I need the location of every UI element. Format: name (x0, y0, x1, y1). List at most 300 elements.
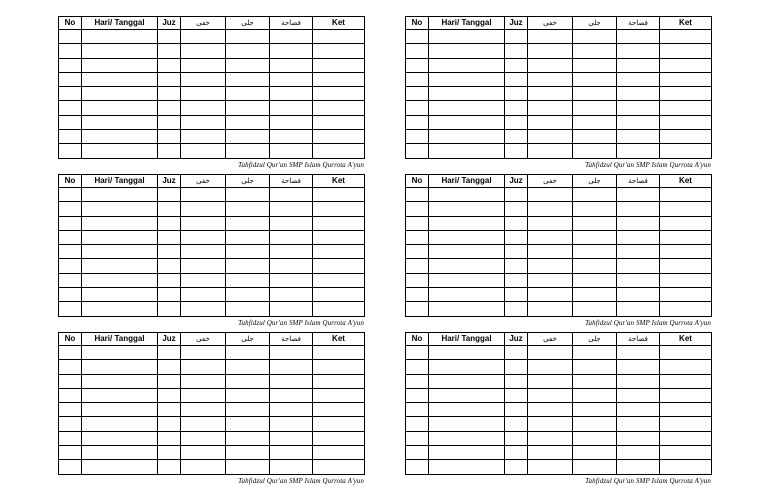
table-cell (181, 230, 226, 244)
table-cell (617, 87, 660, 101)
table-cell (226, 188, 270, 202)
table-row (59, 431, 365, 445)
table-cell (82, 72, 158, 86)
table-cell (59, 431, 82, 445)
table-cell (617, 130, 660, 144)
table-cell (505, 302, 528, 316)
col-no: No (406, 175, 429, 188)
table-cell (313, 374, 365, 388)
col-date: Hari/ Tanggal (82, 175, 158, 188)
table-cell (82, 87, 158, 101)
table-cell (528, 259, 573, 273)
table-cell (59, 302, 82, 316)
record-card (58, 332, 364, 486)
table-cell (59, 216, 82, 230)
table-cell (59, 130, 82, 144)
table-cell (313, 388, 365, 402)
table-cell (406, 87, 429, 101)
table-cell (313, 431, 365, 445)
table-cell (270, 216, 313, 230)
table-cell (617, 259, 660, 273)
table-cell (226, 302, 270, 316)
table-cell (82, 417, 158, 431)
table-cell (181, 259, 226, 273)
table-cell (406, 374, 429, 388)
col-date: Hari/ Tanggal (429, 333, 505, 346)
table-cell (270, 417, 313, 431)
table-cell (660, 130, 712, 144)
table-cell (429, 115, 505, 129)
table-cell (505, 144, 528, 158)
table-cell (429, 302, 505, 316)
table-cell (429, 403, 505, 417)
table-cell (505, 30, 528, 44)
table-cell (158, 44, 181, 58)
table-row (59, 388, 365, 402)
table-body (59, 30, 365, 159)
table-cell (82, 360, 158, 374)
table-cell (429, 202, 505, 216)
table-cell (59, 417, 82, 431)
table-row (406, 259, 712, 273)
record-card (405, 174, 711, 328)
table-row (59, 188, 365, 202)
table-cell (226, 259, 270, 273)
table-cell (226, 58, 270, 72)
table-cell (270, 230, 313, 244)
table-cell (406, 230, 429, 244)
table-cell (313, 245, 365, 259)
table-cell (59, 346, 82, 360)
table-cell (270, 273, 313, 287)
col-fashohah: فصاحة (617, 175, 660, 188)
table-cell (82, 288, 158, 302)
table-cell (660, 30, 712, 44)
table-cell (59, 288, 82, 302)
header-row (59, 175, 365, 188)
table-cell (82, 245, 158, 259)
table-cell (406, 360, 429, 374)
table-cell (181, 87, 226, 101)
table-cell (82, 202, 158, 216)
table-cell (59, 202, 82, 216)
col-date: Hari/ Tanggal (82, 333, 158, 346)
table-cell (158, 431, 181, 445)
col-no: No (59, 17, 82, 30)
col-juz: Juz (158, 175, 181, 188)
table-cell (573, 130, 617, 144)
table-cell (181, 302, 226, 316)
table-cell (660, 346, 712, 360)
col-khafi: خفى (181, 333, 226, 346)
table-cell (528, 460, 573, 474)
record-card (58, 16, 364, 170)
table-cell (270, 202, 313, 216)
table-caption: Tahfidzul Qur'an SMP Islam Qurrota A'yun (238, 476, 364, 485)
table-cell (660, 188, 712, 202)
table-cell (270, 446, 313, 460)
table-cell (59, 374, 82, 388)
table-cell (617, 144, 660, 158)
table-row (59, 144, 365, 158)
table-caption: Tahfidzul Qur'an SMP Islam Qurrota A'yun (585, 476, 711, 485)
table-cell (573, 245, 617, 259)
table-cell (573, 188, 617, 202)
table-cell (313, 273, 365, 287)
table-cell (573, 72, 617, 86)
table-cell (505, 58, 528, 72)
table-cell (406, 101, 429, 115)
table-cell (617, 230, 660, 244)
table-cell (429, 288, 505, 302)
record-table (405, 16, 712, 159)
table-row (406, 144, 712, 158)
table-cell (158, 460, 181, 474)
table-row (406, 388, 712, 402)
table-cell (505, 273, 528, 287)
table-body (406, 346, 712, 475)
col-fashohah: فصاحة (270, 333, 313, 346)
table-cell (528, 245, 573, 259)
col-juz: Juz (158, 333, 181, 346)
table-cell (505, 72, 528, 86)
table-cell (617, 202, 660, 216)
table-row (406, 216, 712, 230)
table-cell (313, 72, 365, 86)
table-cell (226, 202, 270, 216)
table-cell (573, 388, 617, 402)
table-cell (158, 230, 181, 244)
table-body (59, 188, 365, 317)
table-row (59, 302, 365, 316)
table-row (406, 87, 712, 101)
table-cell (528, 101, 573, 115)
table-cell (82, 346, 158, 360)
table-cell (505, 360, 528, 374)
table-cell (573, 216, 617, 230)
table-cell (181, 202, 226, 216)
table-row (59, 115, 365, 129)
table-cell (226, 403, 270, 417)
table-cell (59, 259, 82, 273)
table-cell (313, 188, 365, 202)
table-cell (181, 288, 226, 302)
col-ket: Ket (660, 333, 712, 346)
table-cell (660, 216, 712, 230)
table-cell (573, 259, 617, 273)
table-cell (660, 288, 712, 302)
table-cell (573, 202, 617, 216)
table-cell (158, 115, 181, 129)
table-cell (528, 403, 573, 417)
table-cell (406, 245, 429, 259)
table-cell (313, 115, 365, 129)
table-cell (270, 101, 313, 115)
col-juz: Juz (505, 17, 528, 30)
table-cell (505, 374, 528, 388)
table-row (59, 273, 365, 287)
table-cell (660, 273, 712, 287)
table-cell (59, 230, 82, 244)
table-cell (226, 115, 270, 129)
table-cell (158, 259, 181, 273)
col-jali: جلى (573, 333, 617, 346)
table-cell (270, 259, 313, 273)
table-cell (59, 30, 82, 44)
table-cell (226, 346, 270, 360)
table-cell (660, 460, 712, 474)
table-cell (82, 460, 158, 474)
table-cell (505, 188, 528, 202)
table-cell (59, 115, 82, 129)
table-cell (617, 346, 660, 360)
table-row (406, 374, 712, 388)
table-cell (313, 446, 365, 460)
table-cell (270, 245, 313, 259)
table-cell (181, 30, 226, 44)
table-cell (406, 302, 429, 316)
table-cell (313, 87, 365, 101)
table-cell (158, 87, 181, 101)
table-cell (429, 87, 505, 101)
table-cell (660, 417, 712, 431)
table-cell (82, 115, 158, 129)
table-cell (158, 374, 181, 388)
table-row (406, 245, 712, 259)
table-row (59, 288, 365, 302)
table-body (406, 30, 712, 159)
table-row (59, 460, 365, 474)
table-cell (617, 44, 660, 58)
col-ket: Ket (313, 333, 365, 346)
table-cell (573, 230, 617, 244)
table-cell (313, 259, 365, 273)
table-cell (82, 374, 158, 388)
table-cell (505, 417, 528, 431)
table-row (406, 130, 712, 144)
table-row (59, 130, 365, 144)
table-cell (573, 288, 617, 302)
table-cell (617, 188, 660, 202)
table-row (406, 188, 712, 202)
table-cell (59, 101, 82, 115)
table-cell (573, 58, 617, 72)
table-cell (181, 188, 226, 202)
table-cell (573, 446, 617, 460)
record-table (58, 332, 365, 475)
table-cell (429, 374, 505, 388)
table-cell (158, 346, 181, 360)
table-cell (505, 288, 528, 302)
table-cell (406, 188, 429, 202)
table-row (59, 417, 365, 431)
table-cell (82, 446, 158, 460)
table-cell (429, 388, 505, 402)
table-cell (406, 288, 429, 302)
table-cell (270, 44, 313, 58)
record-card (58, 174, 364, 328)
table-cell (181, 273, 226, 287)
table-cell (406, 460, 429, 474)
table-cell (573, 273, 617, 287)
table-cell (505, 460, 528, 474)
table-cell (181, 144, 226, 158)
table-cell (429, 230, 505, 244)
table-cell (406, 115, 429, 129)
table-cell (528, 188, 573, 202)
table-cell (617, 417, 660, 431)
table-cell (505, 101, 528, 115)
table-cell (429, 460, 505, 474)
table-cell (528, 302, 573, 316)
table-cell (406, 388, 429, 402)
table-cell (617, 245, 660, 259)
table-cell (617, 216, 660, 230)
table-cell (59, 403, 82, 417)
col-jali: جلى (226, 333, 270, 346)
table-cell (528, 144, 573, 158)
table-caption: Tahfidzul Qur'an SMP Islam Qurrota A'yun (585, 160, 711, 169)
table-cell (617, 58, 660, 72)
table-cell (573, 403, 617, 417)
table-row (59, 58, 365, 72)
table-caption: Tahfidzul Qur'an SMP Islam Qurrota A'yun (238, 160, 364, 169)
table-cell (82, 403, 158, 417)
table-cell (181, 216, 226, 230)
table-cell (617, 72, 660, 86)
table-cell (660, 388, 712, 402)
table-cell (429, 144, 505, 158)
table-cell (505, 44, 528, 58)
table-row (406, 346, 712, 360)
table-cell (505, 230, 528, 244)
table-cell (59, 87, 82, 101)
table-cell (406, 44, 429, 58)
table-cell (406, 202, 429, 216)
table-cell (226, 446, 270, 460)
table-cell (528, 346, 573, 360)
table-row (59, 245, 365, 259)
table-cell (660, 58, 712, 72)
table-cell (158, 288, 181, 302)
table-cell (528, 360, 573, 374)
table-cell (226, 130, 270, 144)
table-cell (158, 245, 181, 259)
table-cell (573, 460, 617, 474)
table-cell (313, 403, 365, 417)
table-cell (270, 360, 313, 374)
table-cell (573, 302, 617, 316)
table-row (59, 230, 365, 244)
table-cell (181, 431, 226, 445)
table-cell (573, 115, 617, 129)
col-juz: Juz (158, 17, 181, 30)
table-cell (573, 87, 617, 101)
table-cell (158, 188, 181, 202)
table-cell (573, 417, 617, 431)
col-no: No (406, 333, 429, 346)
table-cell (528, 374, 573, 388)
table-cell (226, 230, 270, 244)
table-cell (181, 446, 226, 460)
record-table (58, 16, 365, 159)
table-cell (82, 44, 158, 58)
table-cell (617, 115, 660, 129)
col-jali: جلى (226, 175, 270, 188)
table-cell (313, 302, 365, 316)
table-cell (181, 460, 226, 474)
table-cell (528, 388, 573, 402)
table-cell (617, 446, 660, 460)
table-cell (429, 58, 505, 72)
table-cell (158, 202, 181, 216)
table-cell (181, 417, 226, 431)
table-cell (406, 431, 429, 445)
table-cell (82, 273, 158, 287)
table-cell (226, 388, 270, 402)
table-cell (573, 346, 617, 360)
table-row (59, 360, 365, 374)
table-cell (528, 44, 573, 58)
table-cell (429, 446, 505, 460)
table-cell (573, 44, 617, 58)
col-khafi: خفى (528, 17, 573, 30)
table-cell (181, 388, 226, 402)
table-row (406, 230, 712, 244)
table-cell (82, 431, 158, 445)
table-cell (406, 58, 429, 72)
col-khafi: خفى (181, 17, 226, 30)
table-cell (429, 101, 505, 115)
table-cell (505, 202, 528, 216)
table-row (59, 446, 365, 460)
table-cell (505, 403, 528, 417)
table-cell (82, 130, 158, 144)
table-cell (313, 202, 365, 216)
table-cell (158, 216, 181, 230)
table-cell (406, 30, 429, 44)
col-ket: Ket (313, 175, 365, 188)
table-cell (505, 87, 528, 101)
table-cell (59, 360, 82, 374)
table-cell (429, 72, 505, 86)
table-row (406, 431, 712, 445)
table-cell (226, 30, 270, 44)
table-cell (226, 144, 270, 158)
table-cell (505, 431, 528, 445)
table-cell (59, 58, 82, 72)
table-cell (505, 259, 528, 273)
table-cell (505, 245, 528, 259)
table-cell (59, 460, 82, 474)
table-cell (181, 44, 226, 58)
table-cell (270, 30, 313, 44)
table-row (59, 259, 365, 273)
table-cell (181, 72, 226, 86)
col-jali: جلى (573, 175, 617, 188)
table-cell (528, 417, 573, 431)
table-cell (660, 302, 712, 316)
col-ket: Ket (313, 17, 365, 30)
table-cell (617, 403, 660, 417)
table-cell (59, 446, 82, 460)
table-cell (158, 58, 181, 72)
table-cell (270, 72, 313, 86)
table-cell (429, 417, 505, 431)
table-cell (270, 130, 313, 144)
table-row (406, 302, 712, 316)
table-row (406, 58, 712, 72)
